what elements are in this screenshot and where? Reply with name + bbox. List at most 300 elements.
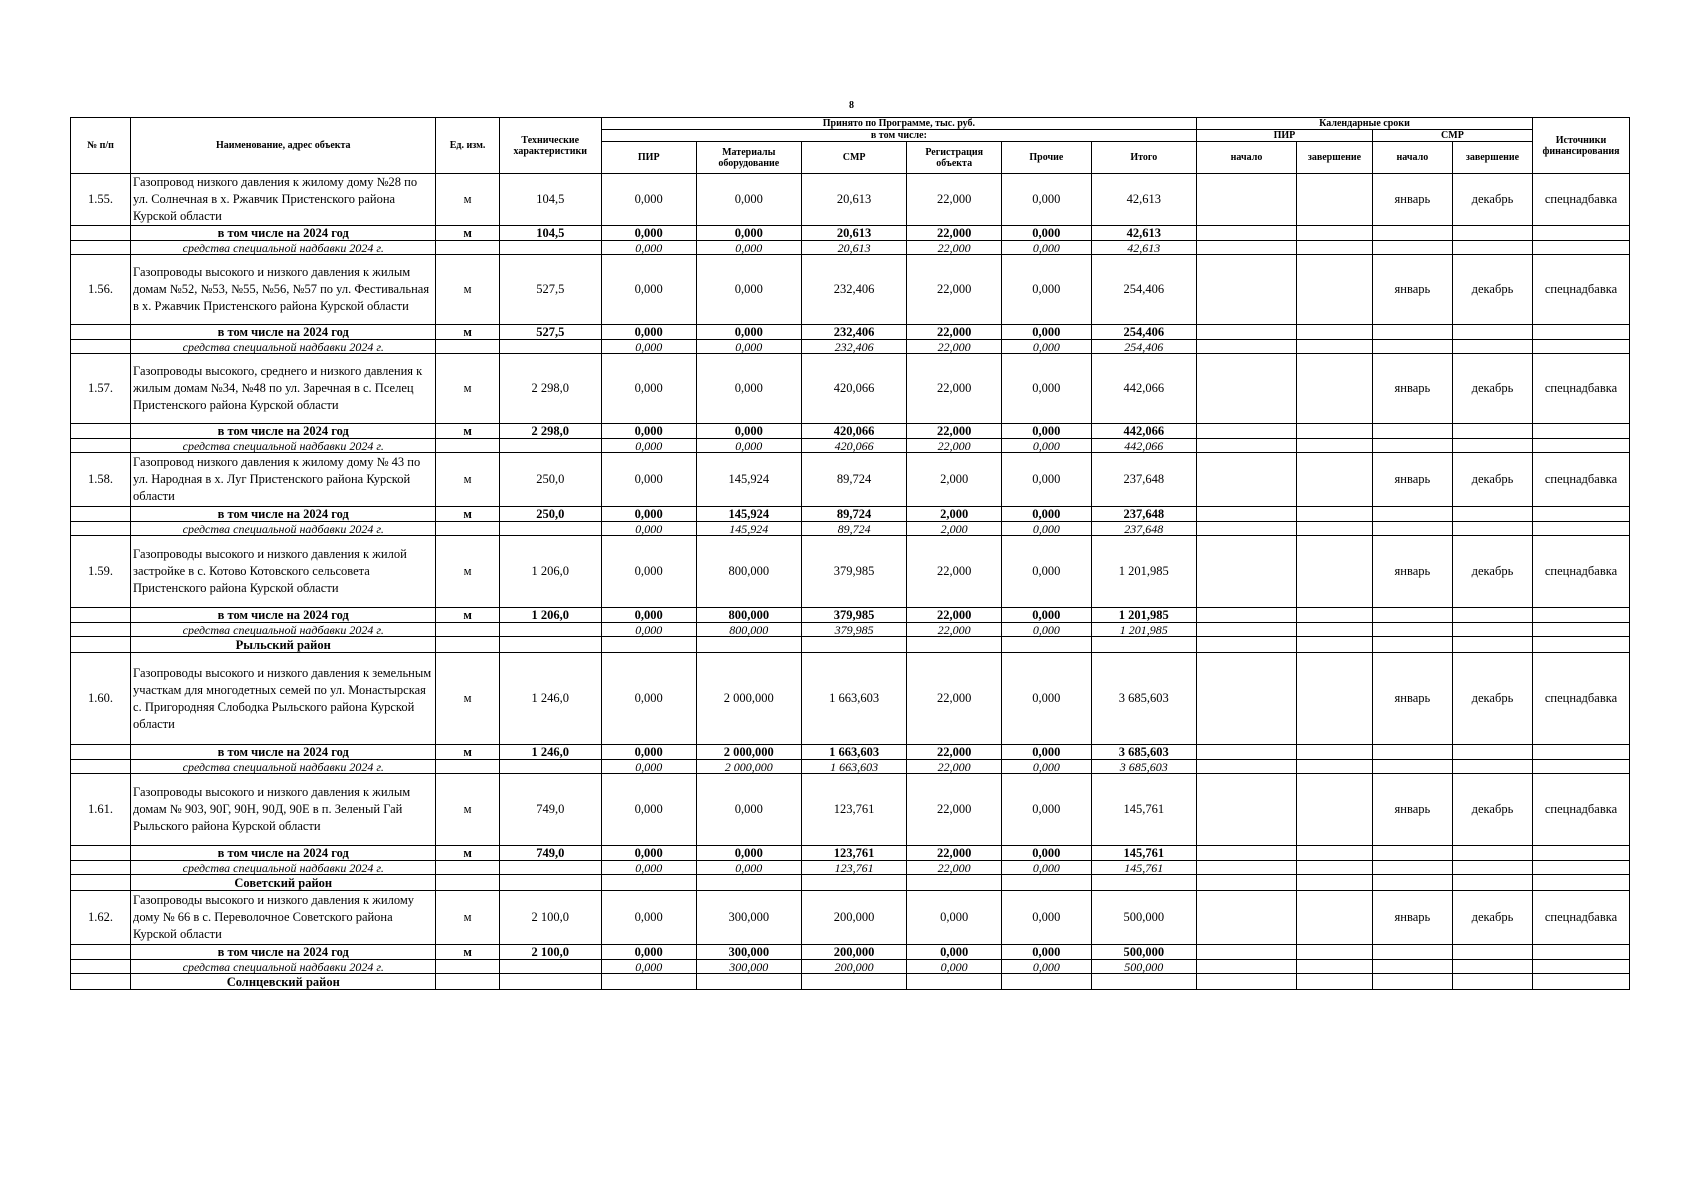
source-cell: спецнадбавка — [1533, 891, 1630, 945]
unit-cell: м — [436, 354, 499, 424]
header-accepted: Принято по Программе, тыс. руб. — [601, 118, 1196, 130]
empty-cell — [1372, 846, 1452, 861]
empty-cell — [1452, 608, 1532, 623]
unit-cell: м — [436, 226, 499, 241]
pir-end-cell — [1297, 453, 1373, 507]
amount-pir: 0,000 — [601, 536, 696, 608]
empty-cell — [1452, 226, 1532, 241]
empty-cell — [1372, 424, 1452, 439]
empty-cell — [696, 875, 801, 891]
tech-cell: 2 298,0 — [499, 354, 601, 424]
amount-total: 3 685,603 — [1091, 653, 1196, 745]
pir-end-cell — [1297, 891, 1373, 945]
amount-reg: 0,000 — [907, 945, 1002, 960]
empty-cell — [1452, 945, 1532, 960]
amount-other: 0,000 — [1002, 861, 1092, 875]
amount-mat: 800,000 — [696, 536, 801, 608]
empty-cell — [1297, 637, 1373, 653]
tech-cell: 1 206,0 — [499, 536, 601, 608]
tech-cell: 1 206,0 — [499, 608, 601, 623]
amount-smr: 379,985 — [801, 608, 906, 623]
empty-cell — [1533, 226, 1630, 241]
empty-cell — [1372, 974, 1452, 990]
amount-mat: 0,000 — [696, 424, 801, 439]
amount-other: 0,000 — [1002, 507, 1092, 522]
header-smr: СМР — [801, 142, 906, 174]
row-number — [71, 522, 131, 536]
amount-total: 145,761 — [1091, 846, 1196, 861]
amount-mat: 0,000 — [696, 174, 801, 226]
empty-cell — [1091, 875, 1196, 891]
smr-start-cell: январь — [1372, 774, 1452, 846]
table-row-fund — [71, 623, 1630, 637]
header-smr-start: начало — [1372, 142, 1452, 174]
smr-start-cell: январь — [1372, 891, 1452, 945]
tech-cell: 2 298,0 — [499, 424, 601, 439]
tech-cell: 1 246,0 — [499, 653, 601, 745]
amount-reg: 22,000 — [907, 536, 1002, 608]
amount-mat: 2 000,000 — [696, 745, 801, 760]
empty-cell — [907, 974, 1002, 990]
empty-cell — [1372, 608, 1452, 623]
empty-cell — [1372, 439, 1452, 453]
amount-smr: 20,613 — [801, 241, 906, 255]
header-smr-end: завершение — [1452, 142, 1532, 174]
row-number — [71, 875, 131, 891]
amount-total: 237,648 — [1091, 453, 1196, 507]
source-cell: спецнадбавка — [1533, 255, 1630, 325]
pir-start-cell — [1196, 653, 1296, 745]
amount-smr: 1 663,603 — [801, 653, 906, 745]
empty-cell — [1196, 637, 1296, 653]
empty-cell — [1196, 325, 1296, 340]
amount-pir: 0,000 — [601, 226, 696, 241]
amount-mat: 300,000 — [696, 945, 801, 960]
year-label: в том числе на 2024 год — [131, 325, 436, 340]
pir-end-cell — [1297, 536, 1373, 608]
amount-smr: 123,761 — [801, 861, 906, 875]
unit-cell — [436, 861, 499, 875]
page-number: 8 — [849, 100, 854, 111]
amount-other: 0,000 — [1002, 439, 1092, 453]
empty-cell — [1372, 241, 1452, 255]
unit-cell — [436, 522, 499, 536]
table-row-fund — [71, 439, 1630, 453]
smr-end-cell: декабрь — [1452, 453, 1532, 507]
unit-cell: м — [436, 536, 499, 608]
header-other: Прочие — [1002, 142, 1092, 174]
empty-cell — [1297, 623, 1373, 637]
empty-cell — [1196, 846, 1296, 861]
empty-cell — [436, 637, 499, 653]
object-name: Газопроводы высокого, среднего и низкого давления к жилым домам №34, №48 по ул. Заречная в с. Пселец Пристенского района Курской области — [131, 354, 436, 424]
empty-cell — [1533, 623, 1630, 637]
empty-cell — [1297, 340, 1373, 354]
empty-cell — [1196, 340, 1296, 354]
empty-cell — [1196, 608, 1296, 623]
amount-total: 42,613 — [1091, 241, 1196, 255]
empty-cell — [1297, 861, 1373, 875]
source-cell: спецнадбавка — [1533, 653, 1630, 745]
amount-smr: 123,761 — [801, 774, 906, 846]
row-number — [71, 623, 131, 637]
amount-reg: 22,000 — [907, 745, 1002, 760]
row-number — [71, 608, 131, 623]
smr-end-cell: декабрь — [1452, 774, 1532, 846]
amount-mat: 0,000 — [696, 774, 801, 846]
amount-other: 0,000 — [1002, 536, 1092, 608]
amount-other: 0,000 — [1002, 608, 1092, 623]
tech-cell — [499, 522, 601, 536]
amount-other: 0,000 — [1002, 226, 1092, 241]
empty-cell — [1196, 623, 1296, 637]
amount-pir: 0,000 — [601, 774, 696, 846]
empty-cell — [1196, 439, 1296, 453]
amount-total: 442,066 — [1091, 424, 1196, 439]
amount-smr: 89,724 — [801, 453, 906, 507]
empty-cell — [1372, 522, 1452, 536]
amount-smr: 379,985 — [801, 623, 906, 637]
amount-other: 0,000 — [1002, 453, 1092, 507]
empty-cell — [1196, 745, 1296, 760]
amount-pir: 0,000 — [601, 960, 696, 974]
fund-label: средства специальной надбавки 2024 г. — [131, 960, 436, 974]
header-materials: Материалы оборудование — [696, 142, 801, 174]
empty-cell — [1372, 623, 1452, 637]
amount-reg: 2,000 — [907, 522, 1002, 536]
header-num: № п/п — [71, 118, 131, 174]
amount-pir: 0,000 — [601, 846, 696, 861]
amount-pir: 0,000 — [601, 255, 696, 325]
tech-cell: 250,0 — [499, 507, 601, 522]
amount-total: 42,613 — [1091, 174, 1196, 226]
table-row-object — [71, 774, 1630, 846]
unit-cell — [436, 241, 499, 255]
table-row-year — [71, 608, 1630, 623]
empty-cell — [1297, 745, 1373, 760]
source-cell: спецнадбавка — [1533, 354, 1630, 424]
amount-smr: 20,613 — [801, 174, 906, 226]
table-row-fund — [71, 861, 1630, 875]
amount-total: 145,761 — [1091, 774, 1196, 846]
amount-mat: 0,000 — [696, 846, 801, 861]
amount-total: 42,613 — [1091, 226, 1196, 241]
object-name: Газопроводы высокого и низкого давления к жилой застройке в с. Котово Котовского сельсовета Пристенского района Курской области — [131, 536, 436, 608]
table-row-object — [71, 536, 1630, 608]
empty-cell — [1452, 340, 1532, 354]
empty-cell — [601, 637, 696, 653]
amount-pir: 0,000 — [601, 522, 696, 536]
amount-pir: 0,000 — [601, 745, 696, 760]
header-tech: Технические характеристики — [499, 118, 601, 174]
amount-smr: 1 663,603 — [801, 760, 906, 774]
header-cal-smr: СМР — [1372, 130, 1532, 142]
amount-smr: 89,724 — [801, 507, 906, 522]
amount-other: 0,000 — [1002, 891, 1092, 945]
unit-cell — [436, 340, 499, 354]
empty-cell — [601, 875, 696, 891]
amount-mat: 0,000 — [696, 241, 801, 255]
amount-reg: 22,000 — [907, 174, 1002, 226]
empty-cell — [1452, 875, 1532, 891]
empty-cell — [1297, 960, 1373, 974]
empty-cell — [499, 875, 601, 891]
fund-label: средства специальной надбавки 2024 г. — [131, 623, 436, 637]
row-number — [71, 846, 131, 861]
amount-reg: 22,000 — [907, 354, 1002, 424]
empty-cell — [1372, 340, 1452, 354]
amount-mat: 0,000 — [696, 861, 801, 875]
pir-start-cell — [1196, 174, 1296, 226]
empty-cell — [1533, 507, 1630, 522]
tech-cell — [499, 623, 601, 637]
amount-total: 3 685,603 — [1091, 745, 1196, 760]
amount-other: 0,000 — [1002, 846, 1092, 861]
empty-cell — [499, 637, 601, 653]
empty-cell — [1452, 325, 1532, 340]
empty-cell — [1533, 637, 1630, 653]
smr-start-cell: январь — [1372, 536, 1452, 608]
empty-cell — [1452, 745, 1532, 760]
empty-cell — [1196, 875, 1296, 891]
empty-cell — [499, 974, 601, 990]
table-row-object — [71, 174, 1630, 226]
unit-cell: м — [436, 608, 499, 623]
pir-end-cell — [1297, 354, 1373, 424]
empty-cell — [1372, 760, 1452, 774]
empty-cell — [1533, 424, 1630, 439]
amount-pir: 0,000 — [601, 891, 696, 945]
empty-cell — [601, 974, 696, 990]
amount-pir: 0,000 — [601, 174, 696, 226]
unit-cell — [436, 760, 499, 774]
row-number — [71, 226, 131, 241]
amount-smr: 200,000 — [801, 891, 906, 945]
amount-reg: 22,000 — [907, 861, 1002, 875]
unit-cell: м — [436, 891, 499, 945]
empty-cell — [1196, 960, 1296, 974]
amount-mat: 0,000 — [696, 354, 801, 424]
empty-cell — [1297, 507, 1373, 522]
amount-mat: 300,000 — [696, 891, 801, 945]
tech-cell — [499, 760, 601, 774]
fund-label: средства специальной надбавки 2024 г. — [131, 241, 436, 255]
row-number — [71, 861, 131, 875]
table-row-fund — [71, 340, 1630, 354]
empty-cell — [1297, 439, 1373, 453]
amount-smr: 123,761 — [801, 846, 906, 861]
amount-pir: 0,000 — [601, 424, 696, 439]
row-number — [71, 439, 131, 453]
table-row-object — [71, 891, 1630, 945]
empty-cell — [1533, 439, 1630, 453]
tech-cell: 1 246,0 — [499, 745, 601, 760]
amount-reg: 22,000 — [907, 774, 1002, 846]
tech-cell — [499, 439, 601, 453]
unit-cell — [436, 960, 499, 974]
table-row-fund — [71, 241, 1630, 255]
amount-smr: 420,066 — [801, 439, 906, 453]
pir-start-cell — [1196, 774, 1296, 846]
amount-total: 500,000 — [1091, 945, 1196, 960]
amount-mat: 145,924 — [696, 453, 801, 507]
empty-cell — [1452, 507, 1532, 522]
row-number — [71, 241, 131, 255]
amount-smr: 232,406 — [801, 255, 906, 325]
row-number — [71, 340, 131, 354]
unit-cell: м — [436, 255, 499, 325]
amount-total: 1 201,985 — [1091, 536, 1196, 608]
amount-mat: 145,924 — [696, 522, 801, 536]
region-label: Советский район — [131, 875, 436, 891]
table-row-year — [71, 846, 1630, 861]
empty-cell — [1372, 875, 1452, 891]
header-registration: Регистрация объекта — [907, 142, 1002, 174]
empty-cell — [907, 637, 1002, 653]
header-pir: ПИР — [601, 142, 696, 174]
unit-cell: м — [436, 774, 499, 846]
empty-cell — [1452, 439, 1532, 453]
table-row-fund — [71, 960, 1630, 974]
empty-cell — [801, 875, 906, 891]
amount-pir: 0,000 — [601, 861, 696, 875]
tech-cell: 250,0 — [499, 453, 601, 507]
amount-pir: 0,000 — [601, 760, 696, 774]
header-cal-pir: ПИР — [1196, 130, 1372, 142]
empty-cell — [1452, 974, 1532, 990]
empty-cell — [1452, 760, 1532, 774]
row-number: 1.57. — [71, 354, 131, 424]
object-name: Газопроводы высокого и низкого давления к земельным участкам для многодетных семей по ул. Монастырская с. Пригородняя Слободка Рыльского района Курской области — [131, 653, 436, 745]
amount-total: 500,000 — [1091, 960, 1196, 974]
source-cell: спецнадбавка — [1533, 774, 1630, 846]
row-number — [71, 974, 131, 990]
amount-total: 145,761 — [1091, 861, 1196, 875]
smr-start-cell: январь — [1372, 174, 1452, 226]
amount-pir: 0,000 — [601, 439, 696, 453]
amount-total: 442,066 — [1091, 439, 1196, 453]
source-cell: спецнадбавка — [1533, 453, 1630, 507]
empty-cell — [1533, 974, 1630, 990]
amount-reg: 22,000 — [907, 608, 1002, 623]
tech-cell: 527,5 — [499, 325, 601, 340]
amount-other: 0,000 — [1002, 174, 1092, 226]
empty-cell — [1452, 424, 1532, 439]
pir-start-cell — [1196, 453, 1296, 507]
amount-pir: 0,000 — [601, 623, 696, 637]
empty-cell — [1533, 745, 1630, 760]
empty-cell — [1091, 637, 1196, 653]
table-row-object — [71, 354, 1630, 424]
year-label: в том числе на 2024 год — [131, 424, 436, 439]
year-label: в том числе на 2024 год — [131, 226, 436, 241]
empty-cell — [1091, 974, 1196, 990]
amount-mat: 800,000 — [696, 608, 801, 623]
empty-cell — [1297, 760, 1373, 774]
tech-cell: 104,5 — [499, 226, 601, 241]
amount-other: 0,000 — [1002, 241, 1092, 255]
amount-reg: 22,000 — [907, 340, 1002, 354]
table-row-year — [71, 325, 1630, 340]
amount-mat: 2 000,000 — [696, 653, 801, 745]
header-pir-start: начало — [1196, 142, 1296, 174]
amount-reg: 0,000 — [907, 891, 1002, 945]
smr-start-cell: январь — [1372, 354, 1452, 424]
empty-cell — [1297, 325, 1373, 340]
amount-total: 500,000 — [1091, 891, 1196, 945]
table-row-year — [71, 424, 1630, 439]
amount-other: 0,000 — [1002, 774, 1092, 846]
amount-total: 1 201,985 — [1091, 608, 1196, 623]
amount-other: 0,000 — [1002, 255, 1092, 325]
amount-mat: 300,000 — [696, 960, 801, 974]
table-row-year — [71, 745, 1630, 760]
pir-end-cell — [1297, 774, 1373, 846]
unit-cell: м — [436, 745, 499, 760]
empty-cell — [1196, 945, 1296, 960]
source-cell: спецнадбавка — [1533, 174, 1630, 226]
row-number — [71, 760, 131, 774]
amount-other: 0,000 — [1002, 340, 1092, 354]
empty-cell — [1372, 226, 1452, 241]
row-number: 1.61. — [71, 774, 131, 846]
table-row-year — [71, 507, 1630, 522]
amount-other: 0,000 — [1002, 522, 1092, 536]
empty-cell — [696, 637, 801, 653]
amount-total: 1 201,985 — [1091, 623, 1196, 637]
header-sources: Источники финансирования — [1533, 118, 1630, 174]
source-cell: спецнадбавка — [1533, 536, 1630, 608]
amount-other: 0,000 — [1002, 653, 1092, 745]
year-label: в том числе на 2024 год — [131, 745, 436, 760]
empty-cell — [1533, 861, 1630, 875]
amount-total: 3 685,603 — [1091, 760, 1196, 774]
header-incl: в том числе: — [601, 130, 1196, 142]
object-name: Газопровод низкого давления к жилому дому №28 по ул. Солнечная в х. Ржавчик Пристенского района Курской области — [131, 174, 436, 226]
object-name: Газопроводы высокого и низкого давления к жилым домам № 903, 90Г, 90Н, 90Д, 90Е в п. Зеленый Гай Рыльского района Курской области — [131, 774, 436, 846]
empty-cell — [1452, 637, 1532, 653]
empty-cell — [1452, 960, 1532, 974]
empty-cell — [801, 974, 906, 990]
row-number: 1.56. — [71, 255, 131, 325]
empty-cell — [1533, 522, 1630, 536]
table-row-fund — [71, 760, 1630, 774]
empty-cell — [1452, 861, 1532, 875]
empty-cell — [1297, 226, 1373, 241]
smr-end-cell: декабрь — [1452, 536, 1532, 608]
amount-reg: 22,000 — [907, 846, 1002, 861]
empty-cell — [1372, 325, 1452, 340]
region-label: Рыльский район — [131, 637, 436, 653]
empty-cell — [1372, 945, 1452, 960]
empty-cell — [1372, 745, 1452, 760]
object-name: Газопроводы высокого и низкого давления к жилому дому № 66 в с. Переволочное Советского района Курской области — [131, 891, 436, 945]
row-number: 1.59. — [71, 536, 131, 608]
amount-reg: 22,000 — [907, 424, 1002, 439]
empty-cell — [1196, 241, 1296, 255]
amount-other: 0,000 — [1002, 745, 1092, 760]
empty-cell — [696, 974, 801, 990]
fund-label: средства специальной надбавки 2024 г. — [131, 522, 436, 536]
program-table-frame — [70, 117, 1630, 990]
empty-cell — [1297, 945, 1373, 960]
amount-smr: 420,066 — [801, 424, 906, 439]
unit-cell — [436, 623, 499, 637]
fund-label: средства специальной надбавки 2024 г. — [131, 439, 436, 453]
pir-start-cell — [1196, 255, 1296, 325]
empty-cell — [1533, 325, 1630, 340]
empty-cell — [1297, 875, 1373, 891]
